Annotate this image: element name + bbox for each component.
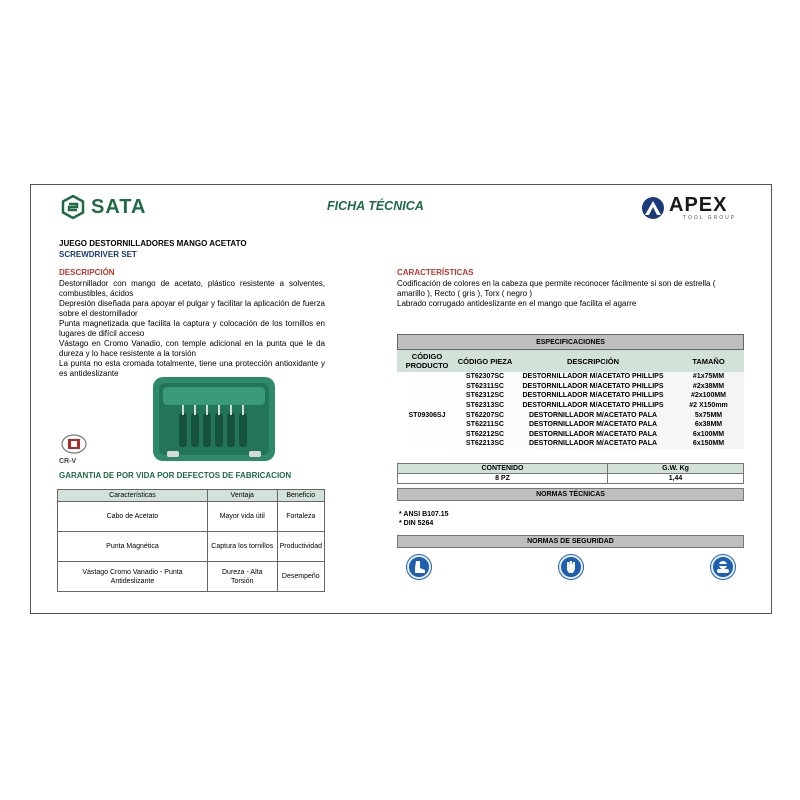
garantia-text: GARANTIA DE POR VIDA POR DEFECTOS DE FABRICACION	[59, 471, 292, 480]
table-row	[58, 562, 325, 592]
descripcion-body	[59, 279, 325, 379]
descripcion-heading: DESCRIPCIÓN	[59, 268, 115, 277]
table-row	[397, 382, 744, 392]
features-header: Beneficio	[277, 490, 324, 502]
table-cell: 8 PZ	[398, 474, 608, 484]
table-cell: #2 X150mm	[689, 402, 728, 410]
norma-item: * DIN 5264	[399, 520, 434, 527]
specifications-table	[397, 350, 744, 449]
features-table	[57, 489, 325, 592]
table-cell	[397, 391, 457, 401]
table-row	[58, 532, 325, 562]
normas-seguridad-heading: NORMAS DE SEGURIDAD	[397, 535, 744, 548]
product-name: JUEGO DESTORNILLADORES MANGO ACETATO	[59, 239, 247, 248]
table-cell: Productividad	[277, 532, 324, 562]
table-cell: DESTORNILLADOR M/ACETATO PALA	[528, 430, 658, 438]
table-cell: ST62207SC	[465, 411, 505, 419]
table-cell: DESTORNILLADOR M/ACETATO PALA	[528, 411, 658, 419]
table-cell: DESTORNILLADOR M/ACETATO PALA	[528, 440, 658, 448]
spec-header: DESCRIPCIÓN	[513, 350, 673, 372]
table-cell	[397, 430, 457, 440]
apex-mountain-icon	[641, 196, 665, 220]
table-cell: 5x75MM	[694, 411, 723, 419]
table-row	[58, 502, 325, 532]
table-cell: ST62312SC	[465, 392, 505, 400]
apex-logo-subtext: TOOL GROUP	[683, 215, 737, 221]
table-cell: Punta Magnética	[58, 532, 208, 562]
sata-logo	[61, 195, 146, 219]
features-header: Ventaja	[207, 490, 277, 502]
table-cell: ST62311SC	[466, 382, 504, 390]
caracteristicas-heading: CARACTERÍSTICAS	[397, 268, 474, 277]
descripcion-line: Depresión diseñada para apoyar el pulgar y facilitar la aplicación de fuerza sobre el destornillador	[59, 299, 325, 318]
table-cell: ST62213SC	[465, 440, 505, 448]
table-row	[397, 391, 744, 401]
product-name-en: SCREWDRIVER SET	[59, 250, 137, 259]
table-cell: 6x100MM	[692, 430, 725, 438]
contenido-table	[397, 463, 744, 484]
table-cell	[397, 382, 457, 392]
table-row	[397, 420, 744, 430]
table-row	[397, 372, 744, 382]
table-cell: 1,44	[608, 474, 744, 484]
table-cell: ST62307SC	[465, 373, 505, 381]
safety-gloves-icon	[559, 555, 583, 579]
table-cell: #2x38MM	[692, 382, 725, 390]
table-cell: Desempeño	[277, 562, 324, 592]
table-cell: DESTORNILLADOR M/ACETATO PHILLIPS	[522, 382, 664, 390]
table-cell: DESTORNILLADOR M/ACETATO PHILLIPS	[522, 392, 664, 400]
spec-header: CÓDIGO PRODUCTO	[397, 350, 457, 372]
contenido-header: CONTENIDO	[398, 464, 608, 474]
table-cell: #1x75MM	[692, 373, 725, 381]
descripcion-line: Punta magnetizada que facilita la captura y colocación de los tornillos en lugares de difícil acceso	[59, 319, 325, 338]
table-cell: Dureza - Alta Torsión	[207, 562, 277, 592]
table-cell	[397, 372, 457, 382]
table-row	[397, 439, 744, 449]
features-header: Características	[58, 490, 208, 502]
table-cell: 6x38MM	[694, 421, 723, 429]
table-cell: #2x100MM	[690, 392, 727, 400]
norma-item: * ANSI B107.15	[399, 511, 449, 518]
table-cell: Cabo de Acetato	[58, 502, 208, 532]
safety-boots-icon	[407, 555, 431, 579]
table-cell: Fortaleza	[277, 502, 324, 532]
product-case-image	[149, 369, 279, 465]
descripcion-line: Destornillador con mango de acetato, plástico resistente a solventes, combustibles, ácidos	[59, 279, 325, 298]
page-title: FICHA TÉCNICA	[327, 199, 424, 213]
caracteristicas-line: Codificación de colores en la cabeza que permite reconocer fácilmente si son de estrella ( amarillo ), Recto ( gris ), Torx ( negro )	[397, 279, 716, 298]
table-row	[397, 410, 744, 420]
sata-logo-text: SATA	[91, 195, 147, 218]
crv-badge: CR-V	[59, 458, 77, 465]
table-cell	[397, 420, 457, 430]
table-cell: 6x150MM	[692, 440, 725, 448]
sata-hexagon-icon	[61, 195, 85, 219]
table-cell	[397, 401, 457, 411]
apex-logo	[641, 195, 736, 221]
technical-sheet	[30, 184, 772, 614]
contenido-header: G.W. Kg	[608, 464, 744, 474]
apex-logo-text: APEX	[669, 194, 728, 216]
table-cell: ST09306SJ	[408, 411, 446, 419]
safety-goggles-icon	[711, 555, 735, 579]
table-row	[397, 401, 744, 411]
caracteristicas-line: Labrado corrugado antideslizante en el mango que facilita el agarre	[397, 299, 637, 308]
caracteristicas-body	[397, 279, 744, 309]
table-cell: ST62211SC	[466, 421, 504, 429]
descripcion-line: La punta no esta cromada totalmente, tiene una protección antioxidante y es antideslizante	[59, 359, 325, 378]
table-cell: Vástago Cromo Vanadio - Punta Antideslizante	[58, 562, 208, 592]
table-cell: ST62212SC	[465, 430, 505, 438]
table-cell: Captura los tornillos	[207, 532, 277, 562]
table-cell: DESTORNILLADOR M/ACETATO PHILLIPS	[522, 402, 664, 410]
normas-tecnicas-heading: NORMAS TÉCNICAS	[397, 488, 744, 501]
descripcion-line: Vástago en Cromo Vanadio, con temple adicional en la punta que le da dureza y lo hace resistente a la torsión	[59, 339, 325, 358]
table-cell: Mayor vida útil	[207, 502, 277, 532]
table-cell: ST62313SC	[465, 402, 505, 410]
table-row	[397, 430, 744, 440]
table-row	[398, 474, 744, 484]
spec-header: CÓDIGO PIEZA	[457, 350, 513, 372]
table-cell: DESTORNILLADOR M/ACETATO PALA	[528, 421, 658, 429]
spec-header: TAMAÑO	[673, 350, 744, 372]
table-cell	[397, 439, 457, 449]
table-cell: DESTORNILLADOR M/ACETATO PHILLIPS	[522, 373, 664, 381]
especificaciones-heading: ESPECIFICACIONES	[397, 334, 744, 350]
lifetime-warranty-icon	[61, 434, 87, 454]
